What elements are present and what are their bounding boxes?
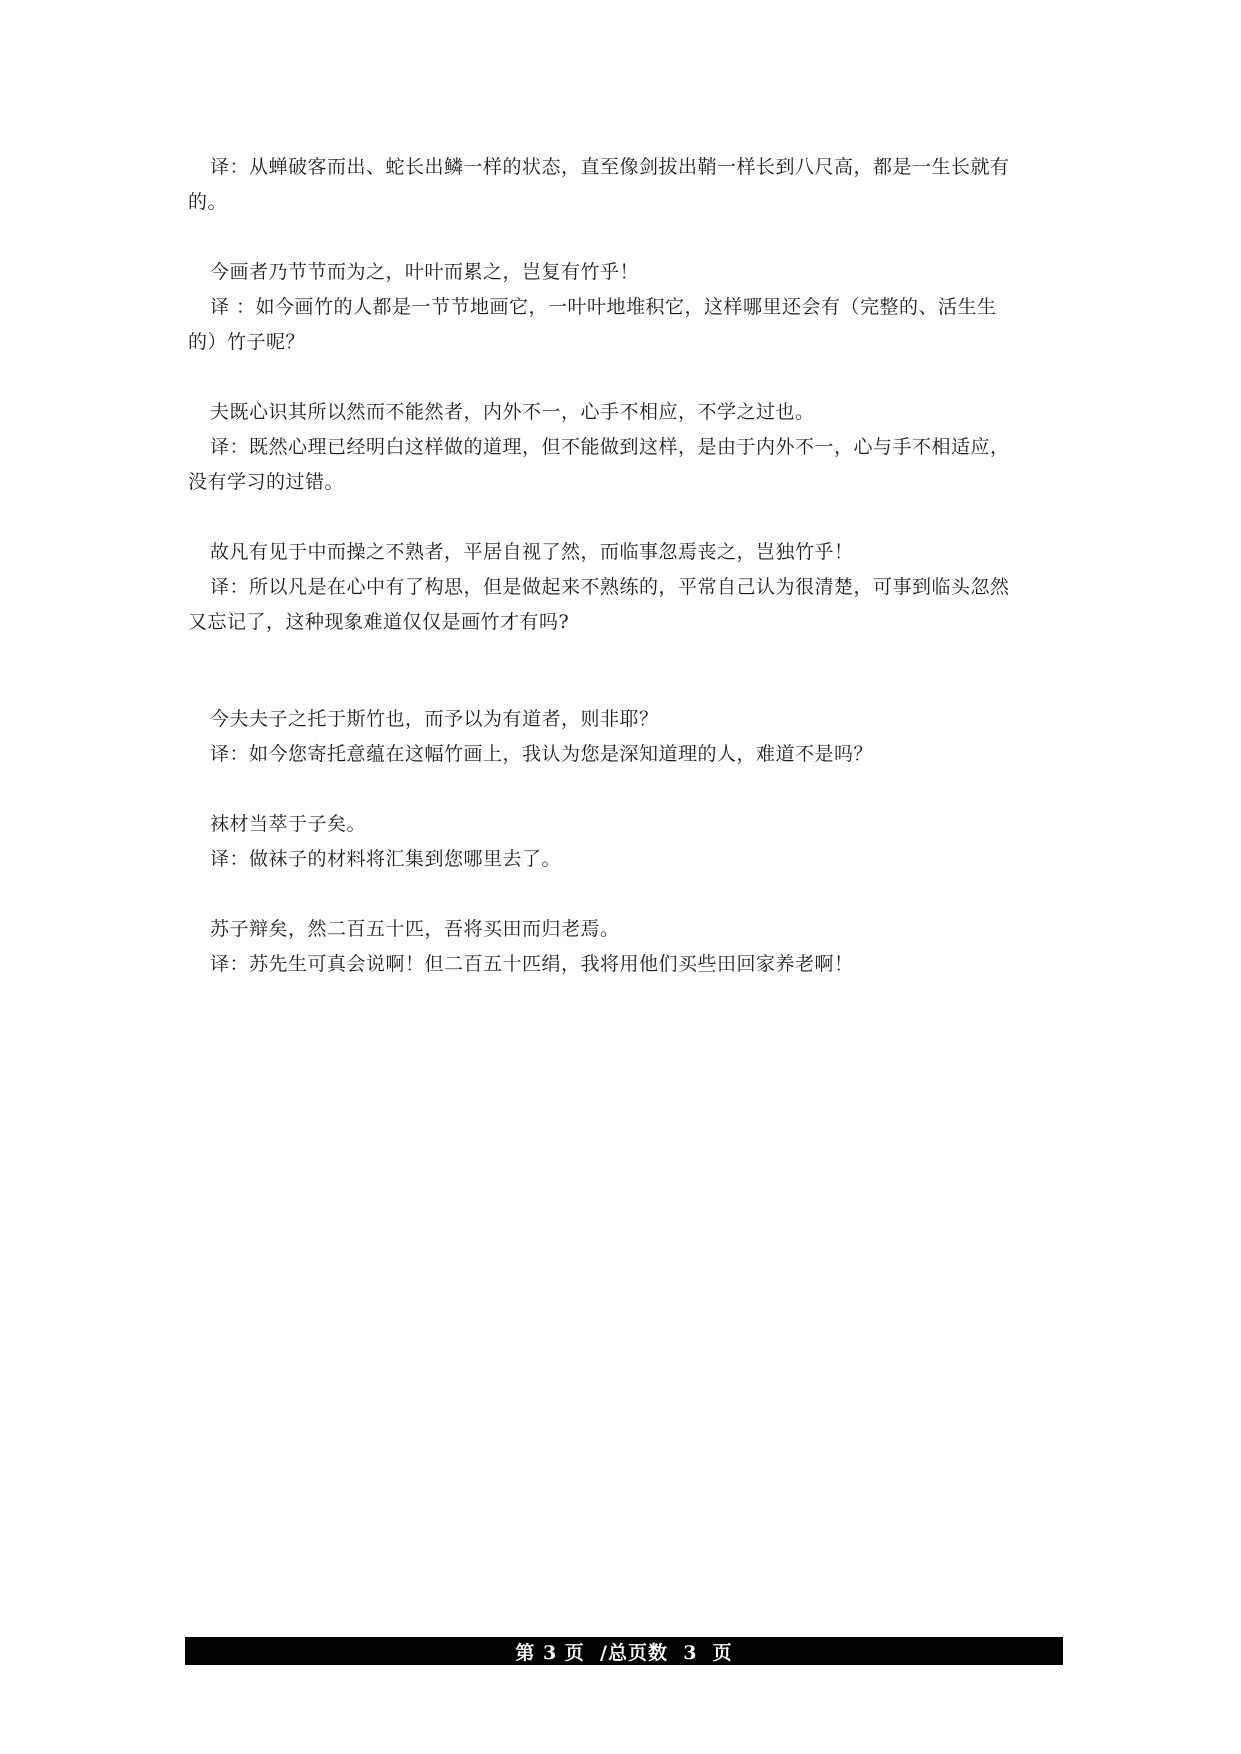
paragraph <box>188 255 1068 360</box>
translation-line: 的）竹子呢？ <box>188 331 306 353</box>
translation-line: 译：所以凡是在心中有了构思，但是做起来不熟练的，平常自己认为很清楚，可事到临头忽然 <box>210 576 1010 598</box>
translation-line: 译：做袜子的材料将汇集到您哪里去了。 <box>210 848 562 870</box>
translation-line: 的。 <box>188 191 228 213</box>
original-line: 今画者乃节节而为之，叶叶而累之，岂复有竹乎！ <box>210 261 640 283</box>
document-body <box>188 150 1068 982</box>
page-number: 第 3 页 /总页数 3 页 <box>515 1641 733 1664</box>
paragraph-gap <box>188 220 1068 255</box>
translation-line: 译：苏先生可真会说啊！但二百五十匹绢，我将用他们买些田回家养老啊！ <box>210 953 854 975</box>
original-line: 苏子辩矣，然二百五十匹，吾将买田而归老焉。 <box>210 918 620 940</box>
translation-line: 译：如今您寄托意蕴在这幅竹画上，我认为您是深知道理的人，难道不是吗？ <box>210 743 874 765</box>
translation-line: 译：既然心理已经明白这样做的道理，但不能做到这样，是由于内外不一，心与手不相适应， <box>210 436 1010 458</box>
paragraph-gap <box>188 500 1068 535</box>
translation-line: 又忘记了，这种现象难道仅仅是画竹才有吗? <box>188 611 570 633</box>
paragraph <box>188 807 1068 877</box>
original-line: 袜材当萃于子矣。 <box>210 813 367 835</box>
translation-line: 译：从蝉破客而出、蛇长出鳞一样的状态，直至像剑拔出鞘一样长到八尺高，都是一生长就有 <box>210 156 1010 178</box>
paragraph-gap <box>188 360 1068 395</box>
original-line: 今夫夫子之托于斯竹也，而予以为有道者，则非耶？ <box>210 708 659 730</box>
original-line: 夫既心识其所以然而不能然者，内外不一，心手不相应，不学之过也。 <box>210 401 815 423</box>
page-footer <box>185 1637 1063 1665</box>
translation-line: 译 ：如今画竹的人都是一节节地画它，一叶叶地堆积它，这样哪里还会有（完整的、活生生 <box>210 296 997 318</box>
paragraph <box>188 912 1068 982</box>
paragraph-gap <box>188 877 1068 912</box>
paragraph <box>188 702 1068 772</box>
paragraph-gap <box>188 772 1068 807</box>
translation-line: 没有学习的过错。 <box>188 471 345 493</box>
paragraph <box>188 535 1068 640</box>
paragraph-gap <box>188 640 1068 702</box>
original-line: 故凡有见于中而操之不熟者，平居自视了然，而临事忽焉丧之，岂独竹乎！ <box>210 541 854 563</box>
paragraph <box>188 395 1068 500</box>
paragraph <box>188 150 1068 220</box>
